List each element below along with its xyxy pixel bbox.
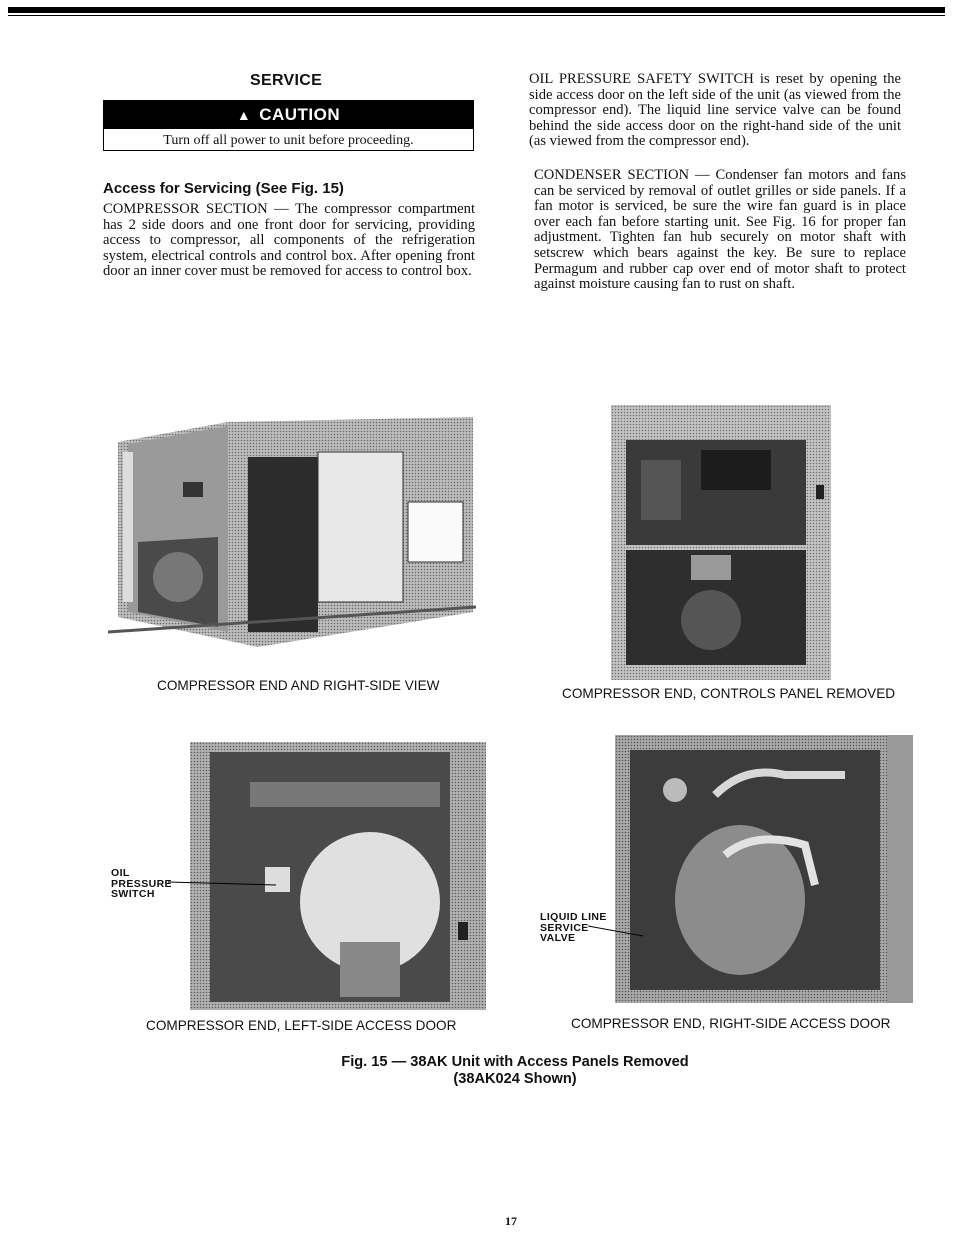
page-number: 17 (505, 1214, 517, 1228)
photo-controls-panel-removed (611, 405, 831, 680)
callout-oil-line2: PRESSURE (111, 877, 172, 890)
access-heading: Access for Servicing (See Fig. 15) (103, 180, 344, 197)
photo-compressor-end-right-side (108, 412, 476, 670)
compressor-section-paragraph: COMPRESSOR SECTION — The compressor compartment has 2 side doors and one front door for servicing, providing access to compressor, all components of the refrigeration system, electrical controls and control box. After opening front door an inner cover must be removed for access to control box. (103, 201, 475, 280)
figure-caption (300, 1054, 730, 1088)
caution-banner (104, 101, 473, 129)
caption-top-right: COMPRESSOR END, CONTROLS PANEL REMOVED (562, 686, 896, 701)
callout-oil-line3: SWITCH (111, 888, 155, 900)
callout-oil-leader (168, 875, 278, 895)
callout-oil-pressure-switch (111, 868, 172, 900)
condenser-section-paragraph: CONDENSER SECTION — Condenser fan motors and fans can be serviced by removal of outlet grilles or side panels. If a fan motor is serviced, be sure the wire fan guard is in place over each fan before starting unit. See Fig. 16 for proper fan adjustment. Tighten fan hub securely on motor shaft with setscrew which bears against the key. Be sure to replace Permagum and rubber cap over end of motor shaft to protect against moisture causing fan to rust on shaft. (534, 167, 906, 293)
caution-box (103, 100, 474, 151)
callout-liquid-leader (588, 922, 648, 942)
top-rule-thin (8, 15, 945, 16)
oil-pressure-paragraph: OIL PRESSURE SAFETY SWITCH is reset by opening the side access door on the left side of the unit (as viewed from the compressor end). The liquid line service valve can be found behind the side access door on the right-hand side of the unit (as viewed from the compressor end). (529, 71, 901, 150)
callout-liquid-line1: LIQUID LINE (540, 911, 607, 923)
caption-top-left: COMPRESSOR END AND RIGHT-SIDE VIEW (157, 678, 440, 693)
caution-label: CAUTION (259, 105, 341, 124)
warning-triangle-icon: ▲ (236, 107, 252, 123)
section-title: SERVICE (250, 72, 323, 89)
callout-liquid-line2: SERVICE (540, 921, 589, 934)
callout-oil-line1: OIL (111, 867, 130, 879)
callout-liquid-line3: VALVE (540, 932, 576, 944)
caution-message: Turn off all power to unit before proceeding. (163, 133, 414, 148)
figure-caption-line1: Fig. 15 — 38AK Unit with Access Panels Removed (341, 1054, 689, 1070)
caption-bottom-right: COMPRESSOR END, RIGHT-SIDE ACCESS DOOR (571, 1016, 891, 1031)
figure-caption-line2: (38AK024 Shown) (453, 1071, 577, 1087)
top-rule (8, 7, 945, 13)
photo-right-side-access-door (615, 735, 913, 1003)
caption-bottom-left: COMPRESSOR END, LEFT-SIDE ACCESS DOOR (146, 1018, 457, 1033)
